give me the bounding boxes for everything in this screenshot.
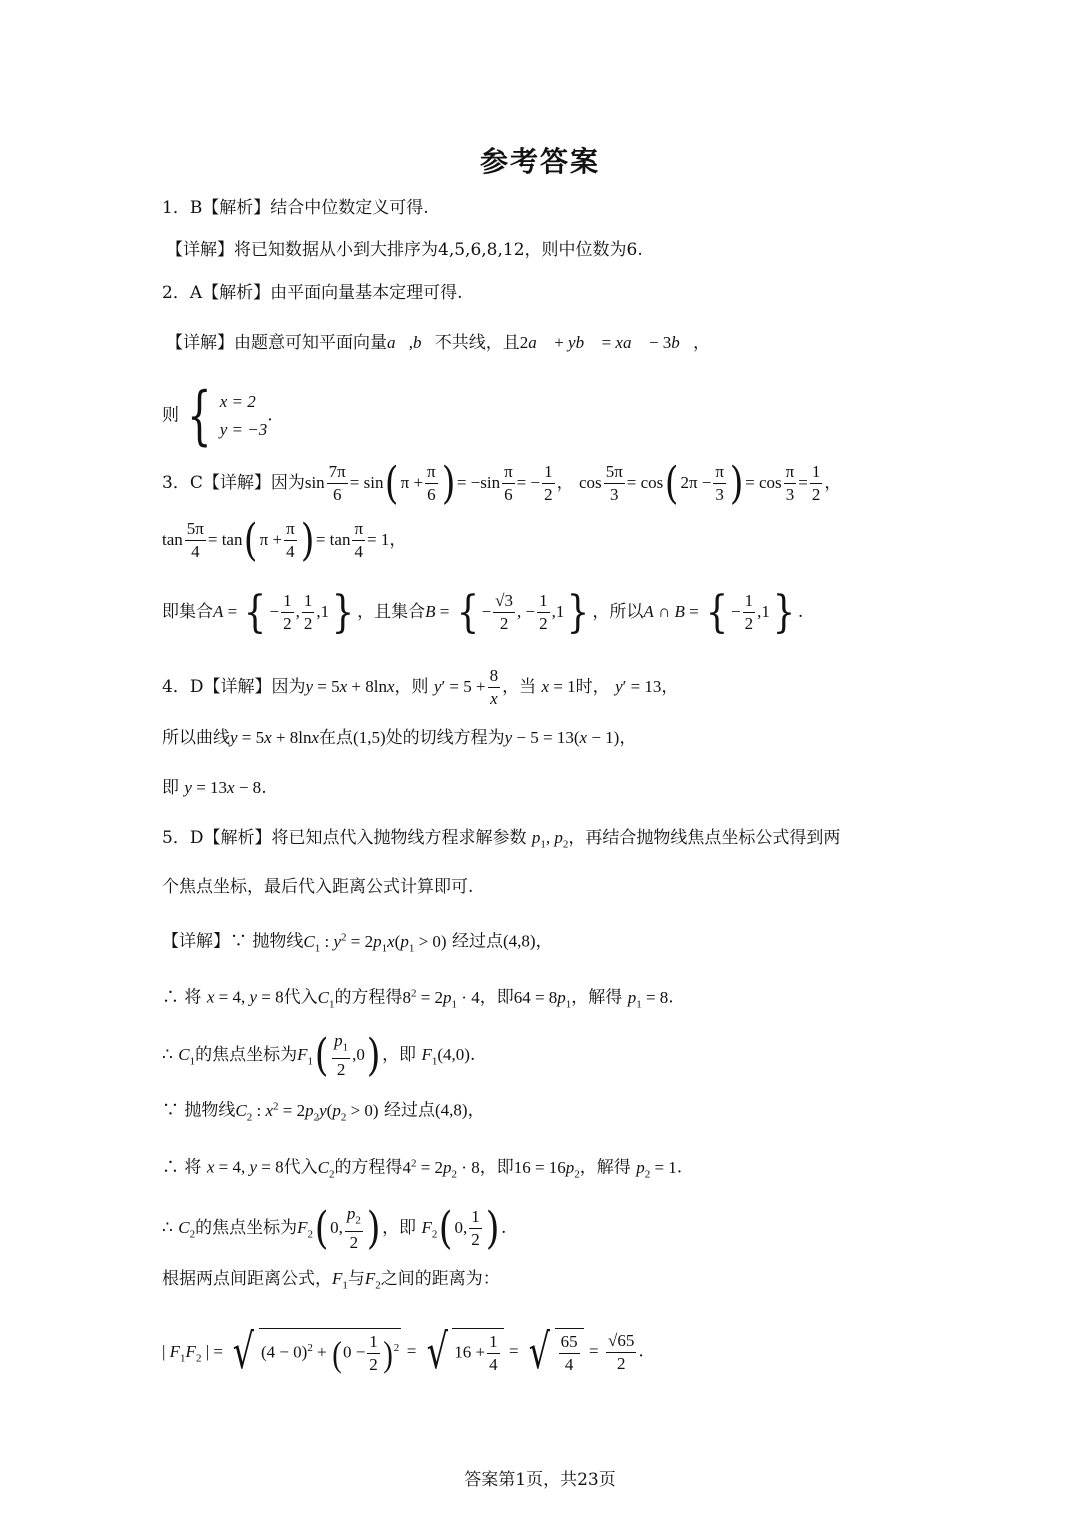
q2-y-eq: y = −3 (219, 420, 268, 439)
q2-vector-eq: 2a⃗ + yb⃗ = xa⃗ − 3b⃗， (519, 333, 711, 352)
page-title: 参考答案 (479, 145, 600, 178)
q5-sub-mid4-1: ，解得 (571, 987, 623, 1008)
q5-sub-mid4-2: ，解得 (579, 1157, 631, 1178)
q4-head-line: 4．D【详解】因为y = 5x + 8lnx，则 y′ = 5 + $\frac{8}{x}$ ，当 x = 1时， y′ = 13， (162, 666, 679, 708)
q5-sub-mid-2: 代入 (283, 1157, 318, 1178)
q5-sub-mid3-1: ，即 (479, 987, 514, 1008)
q5-sub-mid-1: 代入 (283, 987, 318, 1008)
q5-sub-mid2-2: 的方程得 (334, 1157, 403, 1178)
q4-head: 4．D【详解】因为 (162, 677, 306, 697)
q3-head: 3．C【详解】因为 (162, 473, 305, 493)
q5-head2: 个焦点坐标，最后代入距离公式计算即可. (162, 877, 474, 897)
q4-l2-mid: 在点 (319, 728, 354, 748)
q4-tangent-line: 所以曲线y = 5x + 8lnx在点(1,5)处的切线方程为y − 5 = 13(x − 1)， (162, 728, 637, 748)
q5-c1-line: 【详解】∵ 抛物线$C_1$ : $y^2 = 2p_1x(p_1 > 0)$ 经过点(4,8)， (162, 931, 553, 955)
q4-l2-mid2: 处的切线方程为 (385, 728, 505, 748)
q5-head: 5．D【解析】将已知点代入抛物线方程求解参数 (162, 828, 527, 848)
q3-tan-line: tan $\frac{5\pi}{4}$ = tan( π + $\frac{\pi}{4}$ ) = tan $\frac{\pi}{4}$ = 1， (162, 514, 407, 566)
q5-sub1-line: ∴ 将 x = 4, y = 8代入$C_1$的方程得$8^2 = 2p_1 \cdot 4$，即$64 = 8p_1$，解得 $p_1 = 8$. (162, 987, 674, 1011)
q5-dist-end: 之间的距离为： (380, 1269, 500, 1289)
q3-sin-cos-line: 3．C【详解】因为sin $\frac{7\pi}{6}$ = sin( π + $\frac{\pi}{6}$ ) = −sin $\frac{\pi}{6}$ = − $\frac{1}{2}$ ， cos $\frac{5\pi}{3}$ = cos( 2π − $\frac{\pi}{3}$ ) = cos $\frac{\pi}{3}$ = $\frac{1}{2}$ ， (162, 457, 842, 509)
q2-detail (166, 329, 710, 357)
q4-l2-prefix: 所以曲线 (162, 728, 230, 748)
q2-then: 则 (162, 405, 179, 426)
q5-pass-point-1: 经过点 (452, 931, 503, 952)
q5-dist-intro-line: 根据两点间距离公式，$F_1$与$F_2$之间的距离为： (162, 1269, 500, 1292)
q3-sets-line: 即集合A = { − $\frac{1}{2}$ , $\frac{1}{2}$ ,1} ，且集合B = { − $\frac{√3}{2}$ , − $\frac{1}{2}$ ,1} ，所以A ∩ B = { − $\frac{1}{2}$ ,1} . (162, 586, 804, 638)
q5-focus2-line: ∴ $C_2$的焦点坐标为$F_2$( 0, $\frac{p_2}{2}$ ) ，即 $F_2$( 0, $\frac{1}{2}$ ) . (162, 1202, 507, 1254)
q2-system: 则 { x = 2 y = −3. (162, 379, 273, 453)
q5-sub-mid3-2: ，即 (479, 1157, 514, 1178)
q4-result-line: 即 y = 13x − 8. (162, 778, 267, 798)
q5-c2-line: ∵ 抛物线$C_2$ : $x^2 = 2p_2y(p_2 > 0)$ 经过点(4,8)， (162, 1100, 485, 1124)
page-footer: 答案第1页，共23页 (464, 1470, 616, 1490)
q5-focus-prefix-1: ∴ (162, 1045, 173, 1066)
q4-l3-prefix: 即 (162, 778, 179, 798)
left-brace: { (187, 379, 212, 453)
q2-detail-mid: 不共线，且 (434, 333, 520, 353)
q5-dist-formula: | $F_1F_2$ | = √ $(4 - 0)^2 + (0$ − $\frac{1}{2}$ )$^2$ = √ 16 + $\frac{1}{4}$ = √ $\frac{65}{4}$ = $\frac{√65}{2}$ . (162, 1324, 644, 1380)
q5-c2-prefix: ∵ 抛物线 (162, 1100, 236, 1121)
q5-detail-prefix: 【详解】∵ 抛物线 (162, 931, 304, 952)
q5-focus-mid-2: 的焦点坐标为 (195, 1218, 298, 1239)
q3-sets-mid: ，且集合 (357, 602, 426, 622)
q3-sets-prefix: 即集合 (162, 602, 213, 622)
q2-head: 2．A【解析】由平面向量基本定理可得. (162, 283, 463, 303)
q2-vectors: a⃗,b⃗ (387, 333, 435, 352)
q5-sub1-prefix: ∴ 将 (162, 987, 202, 1008)
q5-focus1-line: ∴ $C_1$的焦点坐标为$F_1$( $\frac{p_1}{2}$ ,0) ，即 $F_1(4,0)$. (162, 1029, 476, 1081)
q2-x-eq: x = 2 (219, 392, 256, 411)
q5-focus-prefix-2: ∴ (162, 1218, 173, 1239)
q3-sets-end: ，所以 (592, 602, 644, 622)
q2-detail-prefix: 【详解】由题意可知平面向量 (166, 333, 387, 353)
q2-system-eqs (220, 388, 268, 444)
q5-head-line: 5．D【解析】将已知点代入抛物线方程求解参数 $p_1$, $p_2$，再结合抛物线焦点坐标公式得到两 (162, 828, 841, 851)
q5-dist-intro: 根据两点间距离公式， (162, 1269, 332, 1289)
q5-focus-mid-1: 的焦点坐标为 (195, 1045, 298, 1066)
q5-focus-mid2-1: ，即 (382, 1045, 417, 1066)
q5-sub2-prefix: ∴ 将 (162, 1157, 202, 1178)
q5-sub2-line: ∴ 将 x = 4, y = 8代入$C_2$的方程得$4^2 = 2p_2 \cdot 8$，即$16 = 16p_2$，解得 $p_2 = 1$. (162, 1157, 683, 1181)
q3-tan-end: = 1， (367, 530, 407, 549)
q5-pass-point-2: 经过点 (384, 1100, 435, 1121)
q5-dist-mid: 与 (347, 1269, 365, 1289)
q5-focus-mid2-2: ，即 (382, 1218, 417, 1239)
q5-head-end: ，再结合抛物线焦点坐标公式得到两 (568, 828, 841, 848)
q5-sub-mid2-1: 的方程得 (334, 987, 403, 1008)
q1-head: 1．B【解析】结合中位数定义可得. (162, 198, 429, 218)
q1-detail: 【详解】将已知数据从小到大排序为4,5,6,8,12，则中位数为6. (166, 240, 643, 260)
